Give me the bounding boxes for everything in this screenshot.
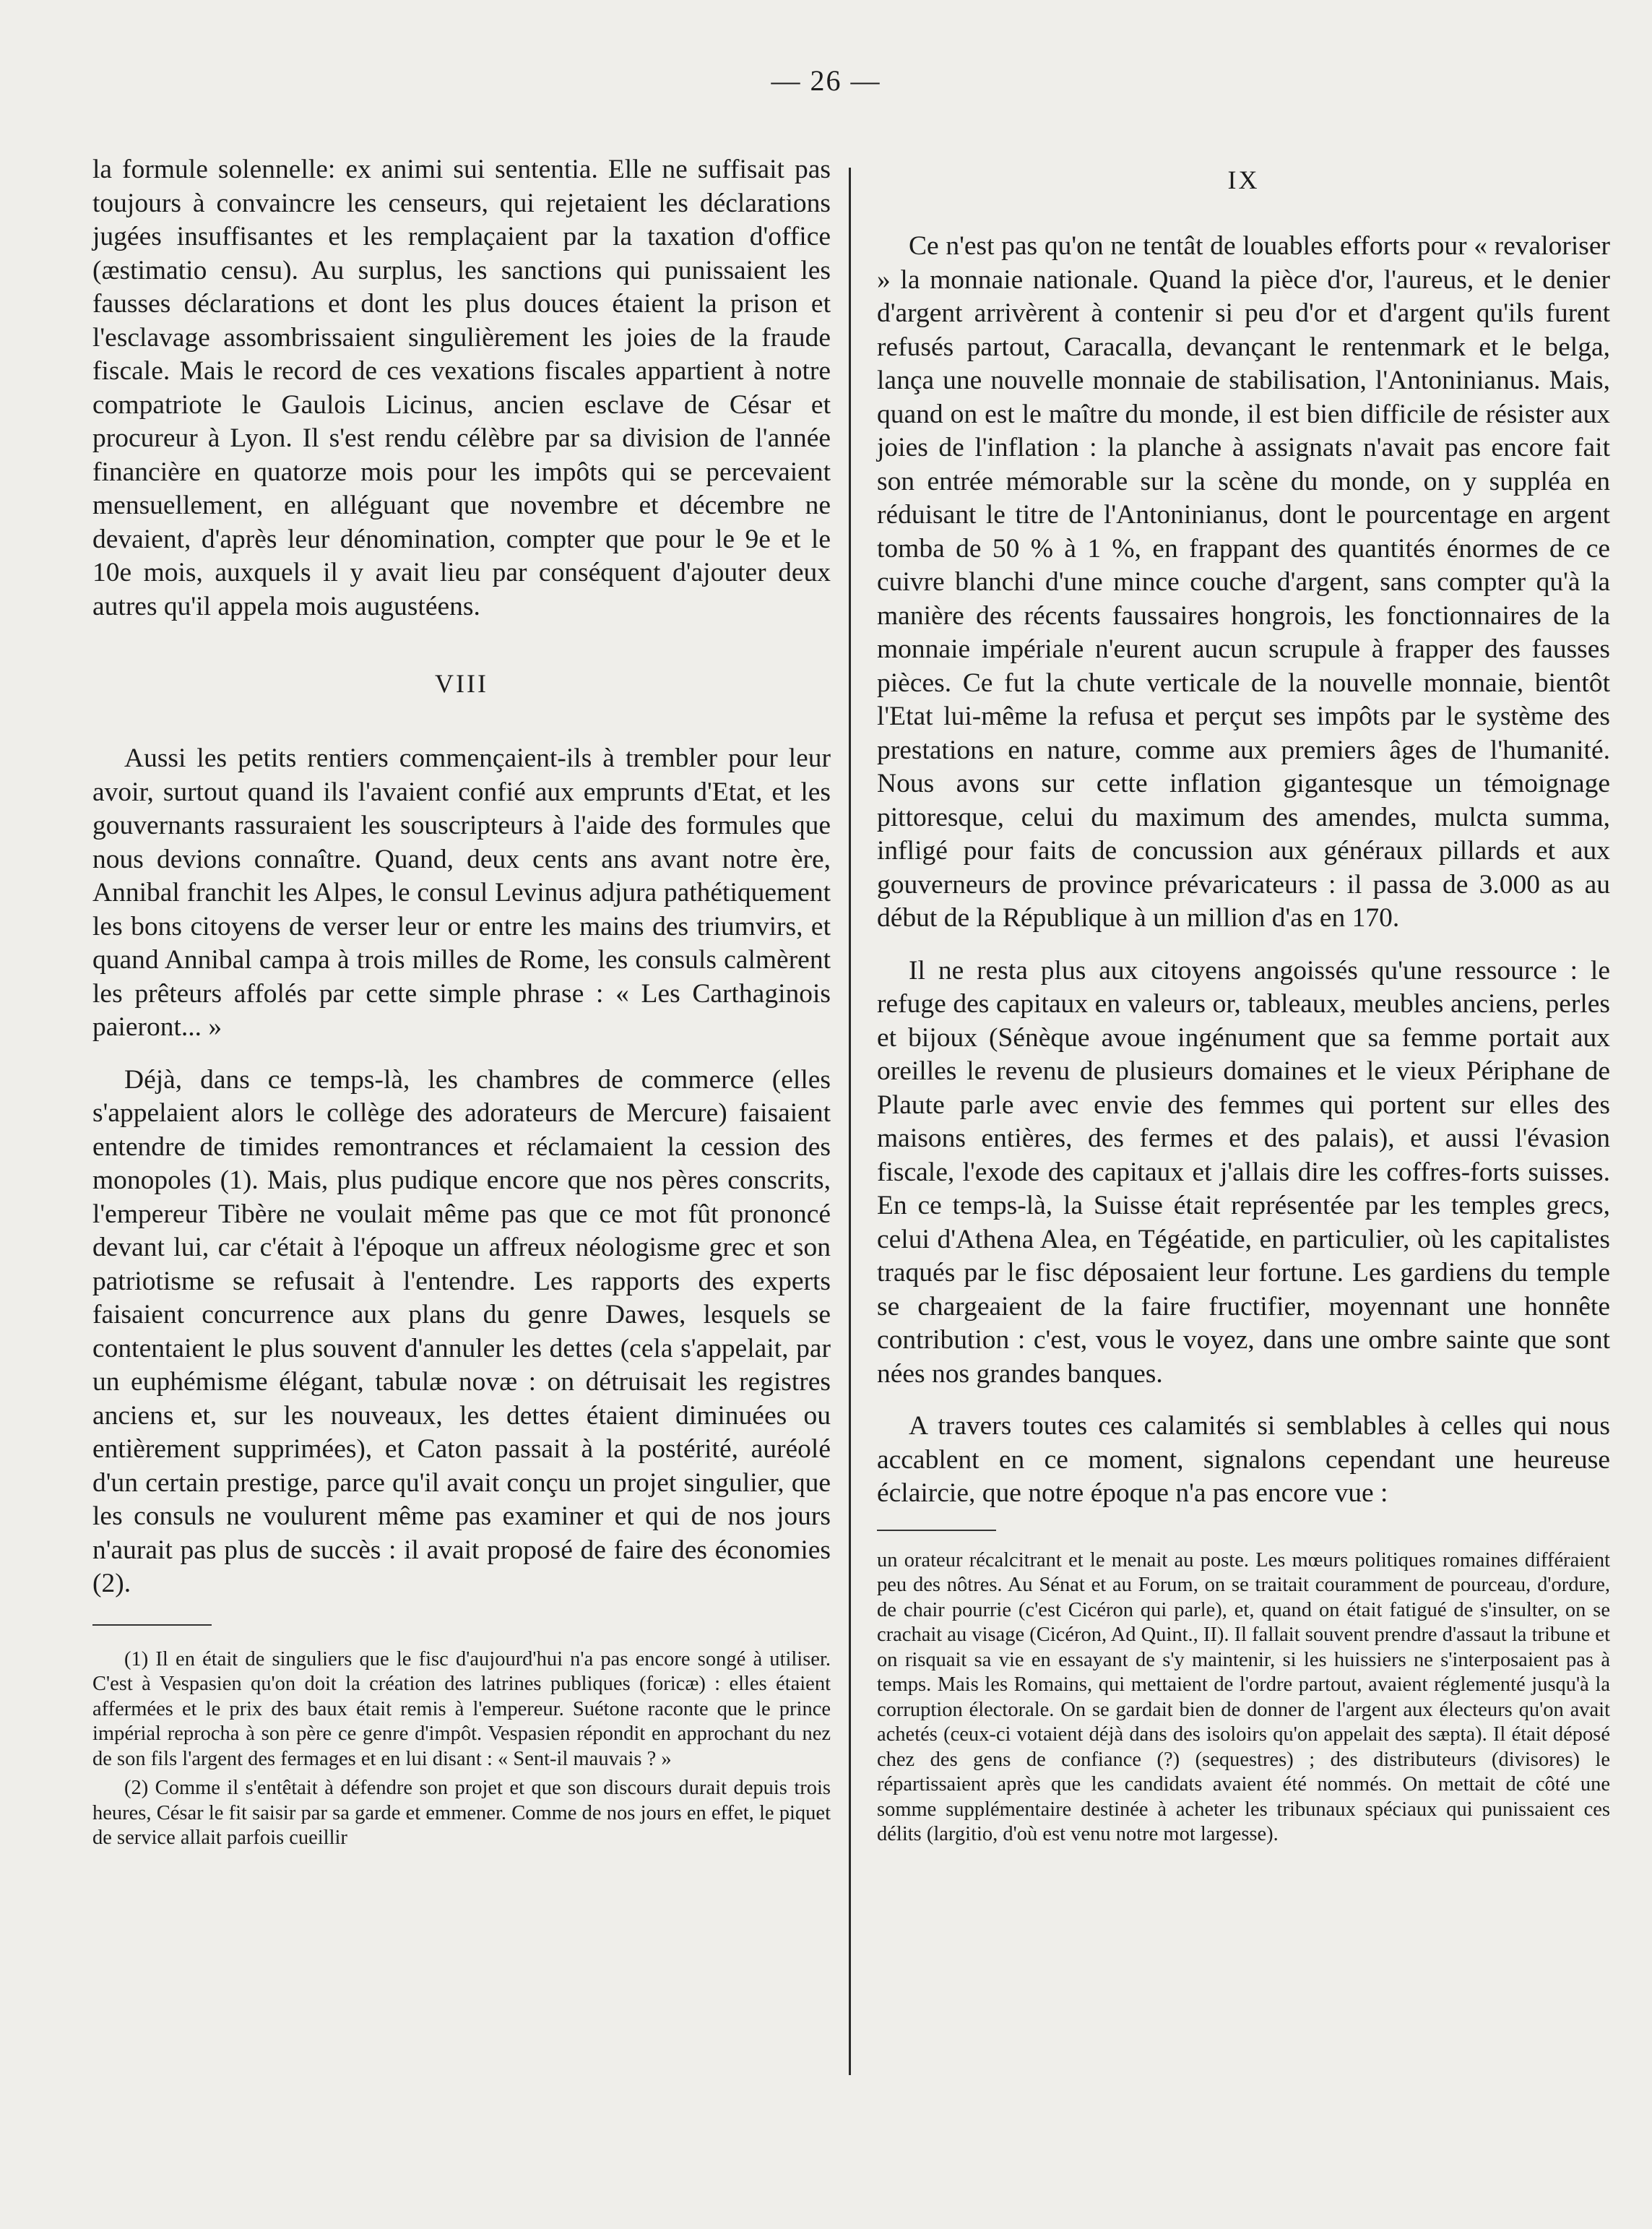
footnote-1: (1) Il en était de singuliers que le fisc d'aujourd'hui n'a pas encore songé à utiliser. C'est à Vespasien qu'on doit la création des latrines publiques (foricæ) : elles étaient affermées et le prix des baux était remis à l'empereur. Suétone raconte que le prince impérial reprocha à son père ce genre d'impôt. Vespasien répondit en approchant du nez de son fils l'argent des fermages et en lui disant : « Sent-il mauvais ? » bbox=[92, 1647, 831, 1770]
right-paragraph-1: Ce n'est pas qu'on ne tentât de louables efforts pour « revaloriser » la monnaie nationale. Quand la pièce d'or, l'aureus, et le denier d'argent arrivèrent à contenir si peu d'or et d'argent qu'ils furent refusés partout, Caracalla, devançant le rentenmark et le belga, lança une nouvelle monnaie de stabilisation, l'Antoninianus. Mais, quand on est le maître du monde, il est bien difficile de résister aux joies de l'inflation : la planche à assignats n'avait pas encore fait son entrée mémorable sur la scène du monde, on y suppléa en réduisant le titre de l'Antoninianus, dont le pourcentage en argent tomba de 50 % à 1 %, en frappant des quantités énormes de ce cuivre blanchi d'une mince couche d'argent, sans compter qu'à la manière des récents faussaires hongrois, les fonctionnaires de la monnaie impériale n'eurent aucun scrupule à frapper des fausses pièces. Ce fut la chute verticale de la nouvelle monnaie, bientôt l'Etat lui-même la refusa et perçut ses impôts par le système des prestations en nature, comme aux premiers âges de l'humanité. Nous avons sur cette inflation gigantesque un témoignage pittoresque, celui du maximum des amendes, mulcta summa, infligé pour faits de concussion aux généraux pillards et aux gouverneurs de province prévaricateurs : il passa de 3.000 as au début de la République à un million d'as en 170. bbox=[877, 231, 1610, 933]
page-number: — 26 — bbox=[771, 64, 881, 97]
left-paragraph-1: la formule solennelle: ex animi sui sententia. Elle ne suffisait pas toujours à convaincre les censeurs, qui rejetaient les déclarations jugées insuffisantes et les remplaçaient par la taxation d'office (æstimatio censu). Au surplus, les sanctions qui punissaient les fausses déclarations et dont les plus douces étaient la prison et l'esclavage assombrissaient singulièrement les joies de la fraude fiscale. Mais le record de ces vexations fiscales appartient à notre compatriote le Gaulois Licinus, ancien esclave de César et procureur à Lyon. Il s'est rendu célèbre par sa division de l'année financière en quatorze mois pour les impôts qui se percevaient mensuellement, en alléguant que novembre et décembre ne devaient, d'après leur dénomination, compter que pour le 9e et le 10e mois, auxquels il y avait lieu par conséquent d'ajouter deux autres qu'il appela mois augustéens. bbox=[92, 155, 831, 621]
right-paragraph-3: A travers toutes ces calamités si semblables à celles qui nous accablent en ce moment, signalons cependant une heureuse éclaircie, que notre époque n'a pas encore vue : bbox=[877, 1411, 1610, 1508]
right-column bbox=[877, 153, 1610, 1852]
footnote-2-continued: un orateur récalcitrant et le menait au poste. Les mœurs politiques romaines différaient peu des nôtres. Au Sénat et au Forum, on se traitait couramment de pourceau, d'ordure, de chair pourrie (c'est Cicéron qui parle), et, quand on était fatigué de s'insulter, on se crachait au visage (Cicéron, Ad Quint., II). Il fallait souvent prendre d'assaut la tribune et on risquait sa vie en essayant de s'y maintenir, si les huissiers ne s'interposaient pas à temps. Mais les Romains, qui mettaient de l'ordre partout, avaient réglementé jusqu'à la corruption électorale. On se gardait bien de donner de l'argent aux électeurs qu'on avait achetés (ceux-ci votaient déjà dans des isoloirs qu'on appelait des sæpta). Il était déposé chez des gens de confiance (?) (sequestres) ; des distributeurs (divisores) le répartissaient après que les candidats avaient été nommés. On mettait de côté une somme supplémentaire destinée à acheter les tribunaux spéciaux qui punissaient ces délits (largitio, d'où est venu notre mot largesse). bbox=[877, 1548, 1610, 1845]
column-divider bbox=[849, 168, 851, 2075]
footnote-rule bbox=[877, 1530, 996, 1531]
footnote-2: (2) Comme il s'entêtait à défendre son projet et que son discours durait depuis trois heures, César le fit saisir par sa garde et emmener. Comme de nos jours en effet, le piquet de service allait parfois cueillir bbox=[92, 1777, 831, 1849]
section-heading-viii: VIII bbox=[435, 669, 488, 698]
section-heading-ix: IX bbox=[1227, 165, 1260, 194]
right-paragraph-2: Il ne resta plus aux citoyens angoissés qu'une ressource : le refuge des capitaux en valeurs or, tableaux, meubles anciens, perles et bijoux (Sénèque avoue ingénument que sa femme portait aux oreilles le revenu de plusieurs domaines et le vieux Périphane de Plaute parle avec envie des femmes qui portent sur elles des maisons entières, des fermes et des palais), et aussi l'évasion fiscale, l'exode des capitaux et j'allais dire les coffres-forts suisses. En ce temps-là, la Suisse était représentée par les temples grecs, celui d'Athena Alea, en Tégéatide, en particulier, où les capitalistes traqués par le fisc déposaient leur fortune. Les gardiens du temple se chargeaient de la faire fructifier, moyennant une honnête contribution : c'est, vous le voyez, dans une ombre sainte que sont nées nos grandes banques. bbox=[877, 955, 1610, 1389]
left-column bbox=[92, 153, 831, 1855]
left-paragraph-2: Aussi les petits rentiers commençaient-ils à trembler pour leur avoir, surtout quand ils l'avaient confié aux emprunts d'Etat, et les gouvernants rassuraient les souscripteurs à l'aide des formules que nous devions connaître. Quand, deux cents ans avant notre ère, Annibal franchit les Alpes, le consul Levinus adjura pathétiquement les bons citoyens de verser leur or entre les mains des triumvirs, et quand Annibal campa à trois milles de Rome, les consuls calmèrent les prêteurs affolés par cette simple phrase : « Les Carthaginois paieront... » bbox=[92, 743, 831, 1042]
left-paragraph-3: Déjà, dans ce temps-là, les chambres de commerce (elles s'appelaient alors le collège des adorateurs de Mercure) faisaient entendre de timides remontrances et réclamaient la cession des monopoles (1). Mais, plus pudique encore que nos pères conscrits, l'empereur Tibère ne voulait même pas que ce mot fût prononcé devant lui, car c'était à l'époque un affreux néologisme grec et son patriotisme se refusait à l'entendre. Les rapports des experts faisaient concurrence aux plans du genre Dawes, lesquels se contentaient le plus souvent d'annuler les dettes (cela s'appelait, par un euphémisme élégant, tabulæ novæ : on détruisait les registres anciens et, sur les nouveaux, les dettes étaient diminuées ou entièrement supprimées), et Caton passait à la postérité, auréolé d'un certain prestige, parce qu'il avait conçu un projet singulier, que les consuls ne voulurent même pas examiner et qui de nos jours n'aurait pas plus de succès : il avait proposé de faire des économies (2). bbox=[92, 1064, 831, 1598]
footnote-rule bbox=[92, 1624, 212, 1626]
